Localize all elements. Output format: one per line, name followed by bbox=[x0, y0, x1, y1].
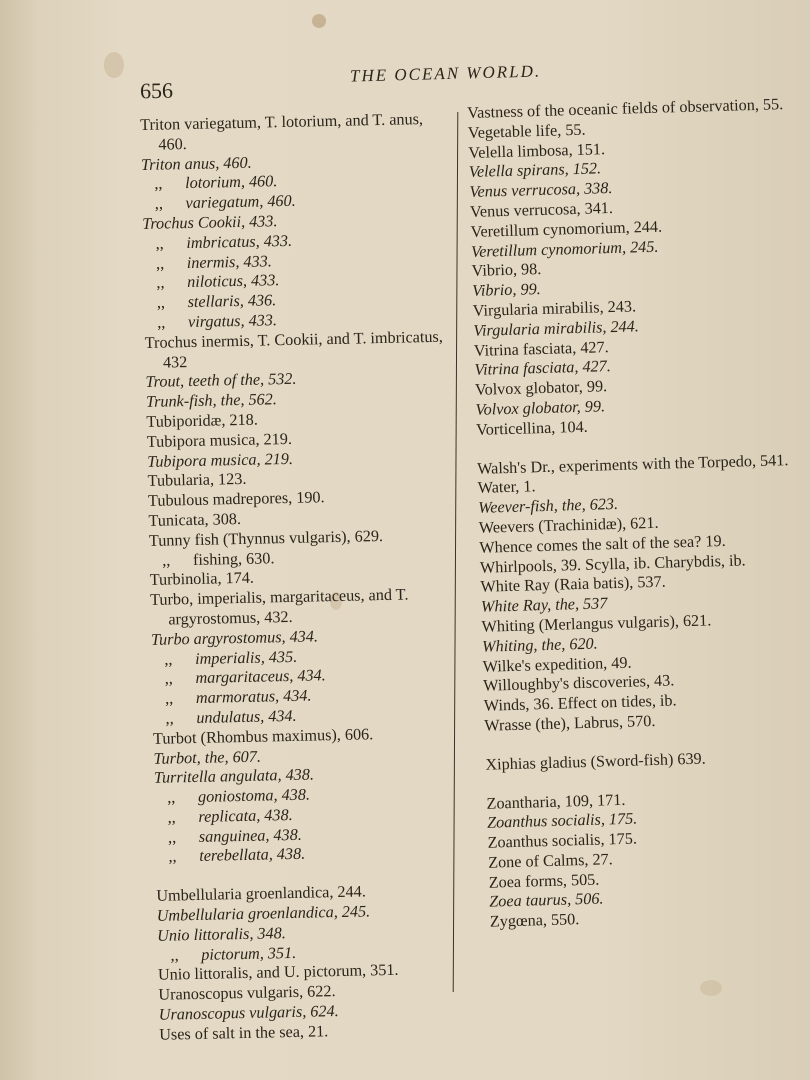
index-entry: Xiphias gladius (Sword-fish) 639. bbox=[485, 749, 706, 774]
index-entry: Turritella angulata, 438. bbox=[153, 765, 315, 788]
ditto-mark: ,, bbox=[154, 174, 163, 194]
index-entry: Whence comes the salt of the sea? 19. bbox=[479, 531, 726, 557]
index-entry: Umbellularia groenlandica, 244. bbox=[156, 882, 366, 906]
index-entry: Willoughby's discoveries, 43. bbox=[483, 671, 675, 696]
index-entry: Zone of Calms, 27. bbox=[487, 850, 613, 872]
index-entry: Volvox globator, 99. bbox=[475, 397, 606, 419]
index-entry: Whirlpools, 39. Scylla, ib. Charybdis, ib. bbox=[479, 550, 746, 577]
index-entry: Vorticellina, 104. bbox=[475, 417, 588, 439]
index-entry: Turbot (Rhombus maximus), 606. bbox=[152, 724, 374, 748]
index-column-right bbox=[467, 95, 810, 933]
index-entry: Trochus inermis, T. Cookii, and T. imbricatus, 432 bbox=[144, 327, 443, 372]
index-entry-text: virgatus, 433. bbox=[187, 311, 278, 332]
index-entry: Trout, teeth of the, 532. bbox=[145, 370, 297, 392]
index-entry: Venus verrucosa, 338. bbox=[469, 179, 613, 202]
ditto-mark: ,, bbox=[157, 313, 166, 332]
index-entry-text: marmoratus, 434. bbox=[195, 686, 312, 708]
index-entry-text: lotorium, 460. bbox=[184, 172, 278, 193]
index-entry: Triton variegatum, T. lotorium, and T. anus, 460. bbox=[140, 110, 424, 154]
index-entry: Tunicata, 308. bbox=[148, 509, 242, 530]
index-entry: White Ray (Raia batis), 537. bbox=[480, 572, 666, 597]
ditto-mark: ,, bbox=[164, 669, 174, 688]
ditto-mark: ,, bbox=[164, 649, 173, 669]
ditto-mark: ,, bbox=[154, 194, 164, 213]
index-entry-text: stellaris, 436. bbox=[187, 291, 277, 312]
index-entry: Velella limbosa, 151. bbox=[468, 139, 606, 162]
index-entry: Water, 1. bbox=[477, 477, 536, 498]
index-entry: Turbot, the, 607. bbox=[153, 747, 262, 768]
index-entry: Uses of salt in the sea, 21. bbox=[159, 1022, 329, 1044]
index-entry-text: goniostoma, 438. bbox=[197, 785, 311, 807]
index-entry: Wrasse (the), Labrus, 570. bbox=[484, 711, 656, 735]
ditto-mark: ,, bbox=[155, 254, 165, 273]
ditto-mark: ,, bbox=[167, 788, 176, 807]
index-entry: Walsh's Dr., experiments with the Torpedo, 541. bbox=[476, 450, 789, 478]
running-head: THE OCEAN WORLD. bbox=[349, 61, 542, 86]
index-entry: Uranoscopus vulgaris, 624. bbox=[158, 1002, 339, 1024]
index-entry-text: sanguinea, 438. bbox=[198, 825, 302, 846]
ditto-mark: ,, bbox=[155, 234, 164, 253]
index-entry: Vibrio, 98. bbox=[471, 260, 542, 281]
index-entry: Zoantharia, 109, 171. bbox=[486, 790, 626, 813]
index-entry: Vastness of the oceanic fields of observation, 55. bbox=[467, 95, 784, 122]
index-entry: Weevers (Trachinidæ), 621. bbox=[478, 513, 659, 537]
index-entry: Zoea forms, 505. bbox=[488, 870, 600, 892]
index-entry-text: imperialis, 435. bbox=[194, 647, 298, 668]
index-entry: Unio littoralis, 348. bbox=[156, 924, 286, 945]
index-entry-text: niloticus, 433. bbox=[187, 271, 280, 292]
index-entry: Wilke's expedition, 49. bbox=[482, 653, 632, 676]
index-entry: Whiting, the, 620. bbox=[481, 634, 598, 656]
index-entry: Triton anus, 460. bbox=[140, 153, 252, 174]
index-entry: Tunny fish (Thynnus vulgaris), 629. bbox=[148, 526, 384, 550]
index-entry: Tubularia, 123. bbox=[147, 470, 247, 491]
index-entry: White Ray, the, 537 bbox=[480, 594, 608, 616]
index-entry: Umbellularia groenlandica, 245. bbox=[156, 902, 371, 925]
index-entry: Volvox globator, 99. bbox=[474, 377, 608, 400]
index-column-left bbox=[140, 110, 459, 1046]
index-entry-text: replicata, 438. bbox=[198, 805, 293, 826]
index-entry: Weever-fish, the, 623. bbox=[478, 495, 619, 517]
index-entry: Trochus Cookii, 433. bbox=[142, 212, 278, 233]
index-entry: Zygœna, 550. bbox=[489, 910, 580, 931]
index-entry: Zoea taurus, 506. bbox=[489, 889, 604, 912]
index-entry-text: margaritaceus, 434. bbox=[195, 666, 326, 688]
ditto-mark: ,, bbox=[167, 828, 177, 847]
index-entry: Unio littoralis, and U. pictorum, 351. bbox=[157, 961, 399, 985]
index-entry: Turbo argyrostomus, 434. bbox=[150, 627, 319, 649]
ditto-mark: ,, bbox=[170, 946, 179, 965]
index-entry: Tubipora musica, 219. bbox=[147, 449, 294, 471]
index-entry: Whiting (Merlangus vulgaris), 621. bbox=[481, 611, 712, 636]
index-entry: Zoanthus socialis, 175. bbox=[487, 829, 638, 852]
index-entry: Vitrina fasciata, 427. bbox=[474, 357, 612, 380]
index-entry-text: fishing, 630. bbox=[192, 548, 275, 569]
index-entry: Trunk-fish, the, 562. bbox=[145, 390, 278, 412]
ditto-mark: ,, bbox=[162, 550, 171, 570]
index-entry-text: variegatum, 460. bbox=[185, 191, 296, 213]
index-entry: Turbinolia, 174. bbox=[149, 569, 255, 590]
ditto-mark: ,, bbox=[164, 689, 174, 708]
index-entry: Veretillum cynomorium, 245. bbox=[470, 237, 659, 261]
index-entry: Tubulous madrepores, 190. bbox=[147, 488, 325, 511]
index-entry: Vibrio, 99. bbox=[471, 280, 541, 301]
index-entry: Veretillum cynomorium, 244. bbox=[470, 217, 663, 241]
index-entry: Zoanthus socialis, 175. bbox=[486, 809, 638, 833]
index-entry-text: undulatus, 434. bbox=[196, 706, 297, 727]
index-entry: Virgularia mirabilis, 244. bbox=[473, 317, 640, 340]
page-number: 656 bbox=[139, 77, 174, 104]
index-entry: Uranoscopus vulgaris, 622. bbox=[158, 982, 336, 1005]
index-entry-text: terebellata, 438. bbox=[199, 845, 306, 866]
ditto-mark: ,, bbox=[165, 709, 174, 728]
index-entry: Tubiporidæ, 218. bbox=[146, 410, 258, 431]
index-entry-text: pictorum, 351. bbox=[201, 943, 297, 964]
index-entry: Virgularia mirabilis, 243. bbox=[472, 297, 637, 320]
index-entry: Vitrina fasciata, 427. bbox=[473, 337, 609, 360]
index-entry: Velella spirans, 152. bbox=[468, 159, 602, 182]
ditto-mark: ,, bbox=[156, 273, 165, 293]
index-entry: Tubipora musica, 219. bbox=[146, 429, 293, 451]
index-entry: Turbo, imperialis, margaritaceus, and T. argyrostomus, 432. bbox=[149, 585, 409, 629]
index-entry: Venus verrucosa, 341. bbox=[469, 198, 614, 221]
index-entry-text: inermis, 433. bbox=[186, 251, 272, 272]
ditto-mark: ,, bbox=[156, 293, 166, 312]
index-entry: Vegetable life, 55. bbox=[467, 120, 586, 142]
index-entry-text: imbricatus, 433. bbox=[186, 231, 293, 252]
index-entry: Winds, 36. Effect on tides, ib. bbox=[483, 691, 677, 715]
ditto-mark: ,, bbox=[167, 808, 176, 827]
ditto-mark: ,, bbox=[168, 847, 177, 867]
